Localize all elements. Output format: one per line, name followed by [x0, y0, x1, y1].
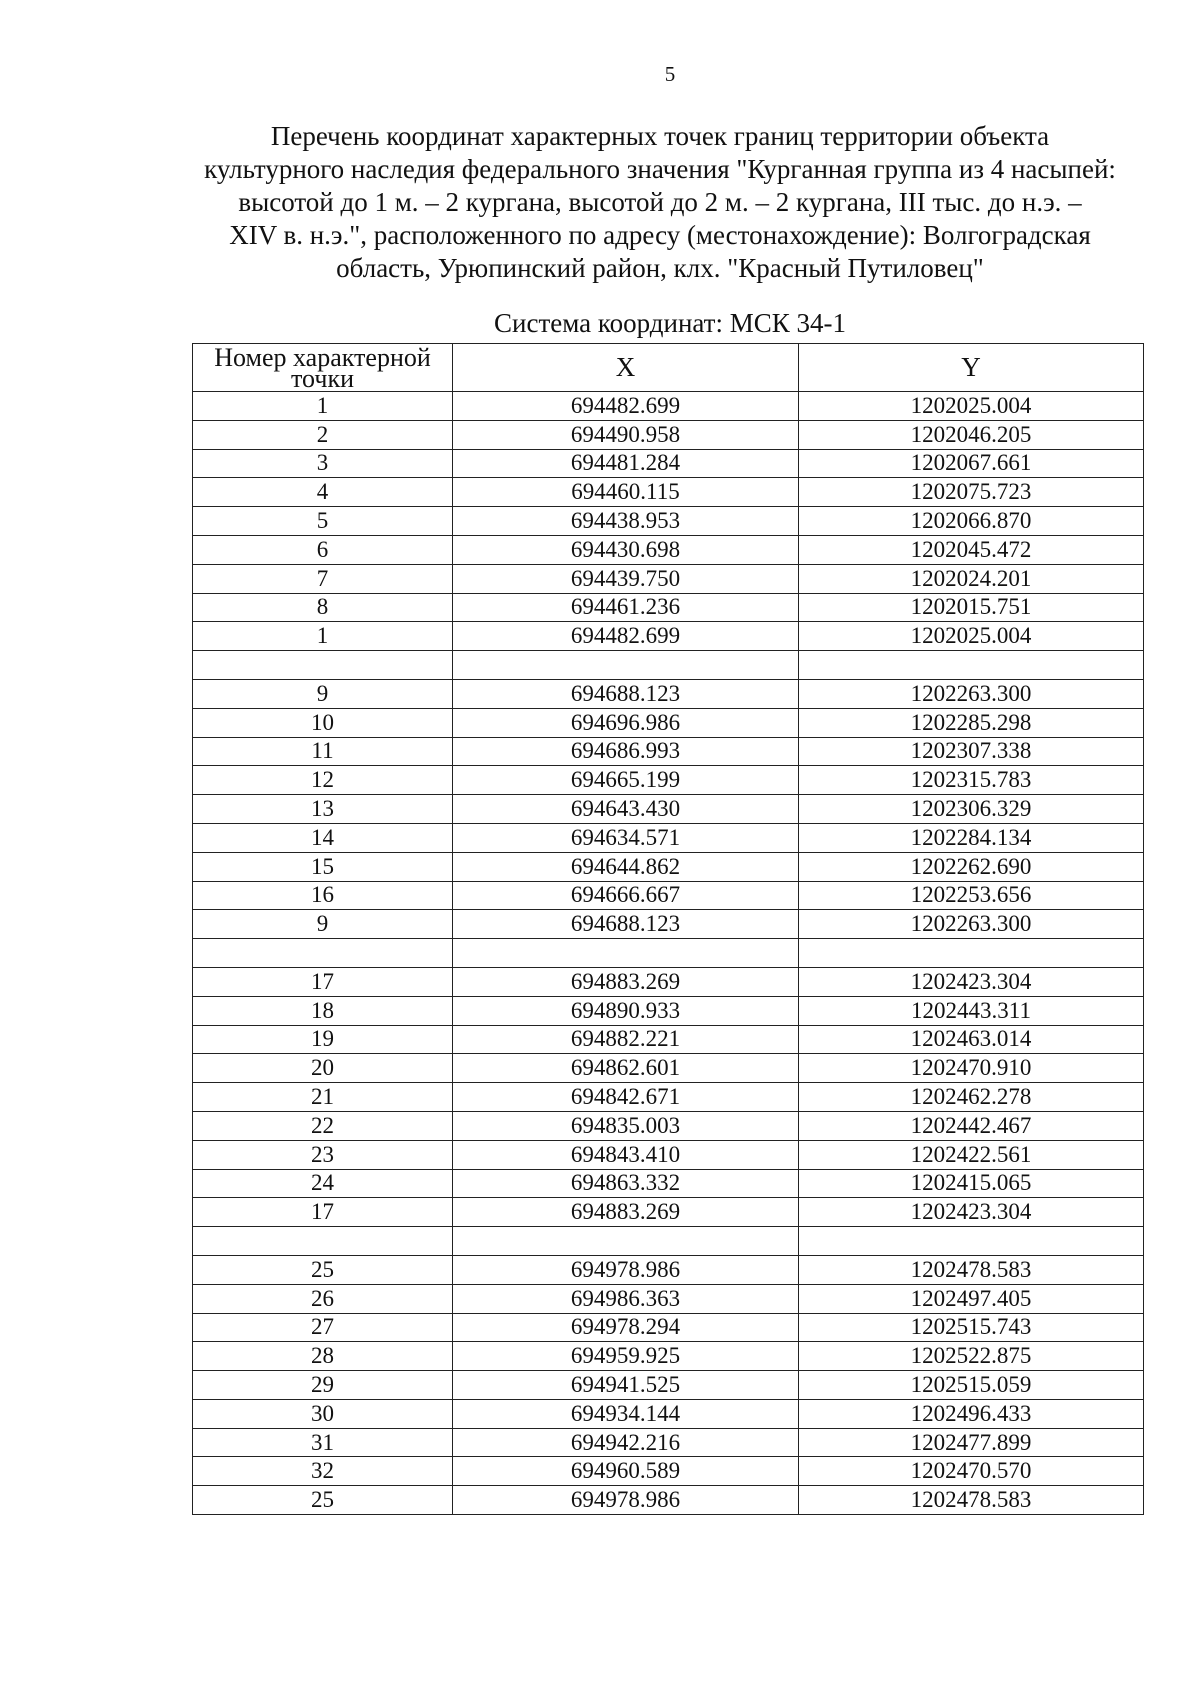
cell-x: 694666.667: [453, 881, 799, 910]
cell-point-number: 27: [193, 1313, 453, 1342]
cell-x: 694942.216: [453, 1428, 799, 1457]
cell-y: 1202497.405: [799, 1284, 1144, 1313]
cell-x: 694665.199: [453, 766, 799, 795]
cell-point-number: 5: [193, 507, 453, 536]
cell-point-number: 20: [193, 1054, 453, 1083]
cell-y: [799, 939, 1144, 968]
table-row: [193, 564, 1144, 593]
cell-y: 1202422.561: [799, 1140, 1144, 1169]
cell-y: [799, 651, 1144, 680]
cell-y: 1202423.304: [799, 1198, 1144, 1227]
cell-y: 1202066.870: [799, 507, 1144, 536]
table-row: [193, 910, 1144, 939]
table-row: [193, 1284, 1144, 1313]
table-row: [193, 622, 1144, 651]
cell-point-number: 17: [193, 967, 453, 996]
table-row: [193, 737, 1144, 766]
table-row: [193, 1169, 1144, 1198]
cell-point-number: 25: [193, 1255, 453, 1284]
cell-point-number: 1: [193, 622, 453, 651]
cell-x: 694863.332: [453, 1169, 799, 1198]
table-body: [193, 392, 1144, 1515]
cell-point-number: 22: [193, 1111, 453, 1140]
cell-x: 694634.571: [453, 823, 799, 852]
table-row: [193, 535, 1144, 564]
cell-point-number: 31: [193, 1428, 453, 1457]
cell-point-number: 15: [193, 852, 453, 881]
cell-x: 694978.986: [453, 1486, 799, 1515]
cell-point-number: 4: [193, 478, 453, 507]
table-header-row: [193, 344, 1144, 392]
cell-y: 1202025.004: [799, 392, 1144, 421]
cell-point-number: 9: [193, 679, 453, 708]
cell-x: [453, 1227, 799, 1256]
cell-point-number: 23: [193, 1140, 453, 1169]
cell-y: 1202045.472: [799, 535, 1144, 564]
cell-x: 694890.933: [453, 996, 799, 1025]
table-row: [193, 1313, 1144, 1342]
title-line: Перечень координат характерных точек границ территории объекта: [270, 121, 1050, 151]
cell-point-number: 10: [193, 708, 453, 737]
cell-point-number: 1: [193, 392, 453, 421]
cell-y: 1202284.134: [799, 823, 1144, 852]
cell-y: 1202442.467: [799, 1111, 1144, 1140]
cell-point-number: 3: [193, 449, 453, 478]
header-x: X: [453, 344, 799, 392]
cell-x: 694482.699: [453, 622, 799, 651]
cell-y: 1202478.583: [799, 1486, 1144, 1515]
table-row: [193, 1255, 1144, 1284]
cell-point-number: 6: [193, 535, 453, 564]
cell-x: 694688.123: [453, 910, 799, 939]
cell-x: 694696.986: [453, 708, 799, 737]
table-row: [193, 852, 1144, 881]
cell-y: 1202470.570: [799, 1457, 1144, 1486]
cell-y: 1202443.311: [799, 996, 1144, 1025]
cell-point-number: 29: [193, 1371, 453, 1400]
cell-y: 1202496.433: [799, 1399, 1144, 1428]
cell-x: 694959.925: [453, 1342, 799, 1371]
table-row: [193, 766, 1144, 795]
cell-point-number: 9: [193, 910, 453, 939]
cell-x: 694882.221: [453, 1025, 799, 1054]
cell-x: 694835.003: [453, 1111, 799, 1140]
cell-y: 1202477.899: [799, 1428, 1144, 1457]
header-point-line1: Номер характерной: [214, 343, 431, 372]
table-row: [193, 449, 1144, 478]
cell-point-number: 26: [193, 1284, 453, 1313]
table-row: [193, 1111, 1144, 1140]
table-row: [193, 881, 1144, 910]
cell-point-number: 7: [193, 564, 453, 593]
cell-x: 694686.993: [453, 737, 799, 766]
table-row: [193, 1054, 1144, 1083]
cell-x: 694843.410: [453, 1140, 799, 1169]
table-row: [193, 593, 1144, 622]
cell-x: 694481.284: [453, 449, 799, 478]
cell-x: 694941.525: [453, 1371, 799, 1400]
cell-point-number: 11: [193, 737, 453, 766]
cell-x: [453, 939, 799, 968]
cell-x: 694461.236: [453, 593, 799, 622]
cell-y: 1202415.065: [799, 1169, 1144, 1198]
cell-y: 1202462.278: [799, 1083, 1144, 1112]
cell-y: [799, 1227, 1144, 1256]
cell-y: 1202262.690: [799, 852, 1144, 881]
title-line: культурного наследия федерального значения "Курганная группа из 4 насыпей:: [204, 154, 1116, 184]
cell-point-number: 19: [193, 1025, 453, 1054]
table-row: [193, 1399, 1144, 1428]
cell-y: 1202515.059: [799, 1371, 1144, 1400]
header-y: Y: [799, 344, 1144, 392]
cell-y: 1202515.743: [799, 1313, 1144, 1342]
table-row: [193, 1428, 1144, 1457]
cell-point-number: [193, 651, 453, 680]
table-row: [193, 708, 1144, 737]
cell-point-number: 32: [193, 1457, 453, 1486]
cell-y: 1202067.661: [799, 449, 1144, 478]
cell-y: 1202025.004: [799, 622, 1144, 651]
cell-x: 694934.144: [453, 1399, 799, 1428]
cell-y: 1202046.205: [799, 420, 1144, 449]
table-row: [193, 967, 1144, 996]
table-row: [193, 1198, 1144, 1227]
table-row: [193, 1227, 1144, 1256]
table-row: [193, 1083, 1144, 1112]
cell-point-number: 28: [193, 1342, 453, 1371]
table-row: [193, 679, 1144, 708]
cell-x: 694688.123: [453, 679, 799, 708]
cell-point-number: 8: [193, 593, 453, 622]
cell-x: 694883.269: [453, 1198, 799, 1227]
header-point-number: [193, 344, 453, 392]
table-row: [193, 651, 1144, 680]
coordinate-system-caption: Система координат: МСК 34-1: [494, 308, 846, 338]
table-row: [193, 1140, 1144, 1169]
cell-y: 1202306.329: [799, 795, 1144, 824]
cell-x: 694883.269: [453, 967, 799, 996]
cell-y: 1202315.783: [799, 766, 1144, 795]
title-line: XIV в. н.э.", расположенного по адресу (местонахождение): Волгоградская: [229, 220, 1091, 250]
cell-point-number: 2: [193, 420, 453, 449]
cell-point-number: 13: [193, 795, 453, 824]
cell-y: 1202285.298: [799, 708, 1144, 737]
table-row: [193, 507, 1144, 536]
table-row: [193, 939, 1144, 968]
title-line: область, Урюпинский район, клх. "Красный Путиловец": [336, 253, 984, 283]
cell-point-number: 12: [193, 766, 453, 795]
cell-x: 694430.698: [453, 535, 799, 564]
cell-x: 694978.294: [453, 1313, 799, 1342]
cell-point-number: 30: [193, 1399, 453, 1428]
cell-y: 1202015.751: [799, 593, 1144, 622]
table-row: [193, 1457, 1144, 1486]
cell-point-number: 16: [193, 881, 453, 910]
cell-y: 1202463.014: [799, 1025, 1144, 1054]
cell-y: 1202307.338: [799, 737, 1144, 766]
cell-x: 694644.862: [453, 852, 799, 881]
cell-point-number: 25: [193, 1486, 453, 1515]
table-row: [193, 795, 1144, 824]
cell-y: 1202253.656: [799, 881, 1144, 910]
cell-x: 694978.986: [453, 1255, 799, 1284]
cell-y: 1202263.300: [799, 910, 1144, 939]
table-row: [193, 1371, 1144, 1400]
cell-point-number: 18: [193, 996, 453, 1025]
cell-y: 1202024.201: [799, 564, 1144, 593]
cell-x: 694862.601: [453, 1054, 799, 1083]
cell-x: 694438.953: [453, 507, 799, 536]
document-title: [180, 120, 1140, 285]
table-row: [193, 478, 1144, 507]
table-row: [193, 420, 1144, 449]
cell-x: 694490.958: [453, 420, 799, 449]
cell-y: 1202423.304: [799, 967, 1144, 996]
cell-y: 1202470.910: [799, 1054, 1144, 1083]
table-row: [193, 1486, 1144, 1515]
table-row: [193, 1342, 1144, 1371]
title-line: высотой до 1 м. – 2 кургана, высотой до 2 м. – 2 кургана, III тыс. до н.э. –: [238, 187, 1082, 217]
cell-x: 694960.589: [453, 1457, 799, 1486]
cell-x: [453, 651, 799, 680]
cell-y: 1202263.300: [799, 679, 1144, 708]
table-row: [193, 823, 1144, 852]
cell-x: 694460.115: [453, 478, 799, 507]
header-point-line2: точки: [291, 363, 354, 392]
table-row: [193, 1025, 1144, 1054]
cell-x: 694643.430: [453, 795, 799, 824]
cell-point-number: 21: [193, 1083, 453, 1112]
cell-point-number: 17: [193, 1198, 453, 1227]
cell-y: 1202478.583: [799, 1255, 1144, 1284]
table-row: [193, 996, 1144, 1025]
cell-point-number: 14: [193, 823, 453, 852]
cell-point-number: [193, 939, 453, 968]
cell-y: 1202522.875: [799, 1342, 1144, 1371]
page-number: 5: [664, 62, 676, 86]
cell-x: 694439.750: [453, 564, 799, 593]
cell-point-number: 24: [193, 1169, 453, 1198]
table-row: [193, 392, 1144, 421]
coordinates-table: [192, 343, 1144, 1515]
cell-y: 1202075.723: [799, 478, 1144, 507]
cell-x: 694482.699: [453, 392, 799, 421]
cell-point-number: [193, 1227, 453, 1256]
cell-x: 694842.671: [453, 1083, 799, 1112]
cell-x: 694986.363: [453, 1284, 799, 1313]
